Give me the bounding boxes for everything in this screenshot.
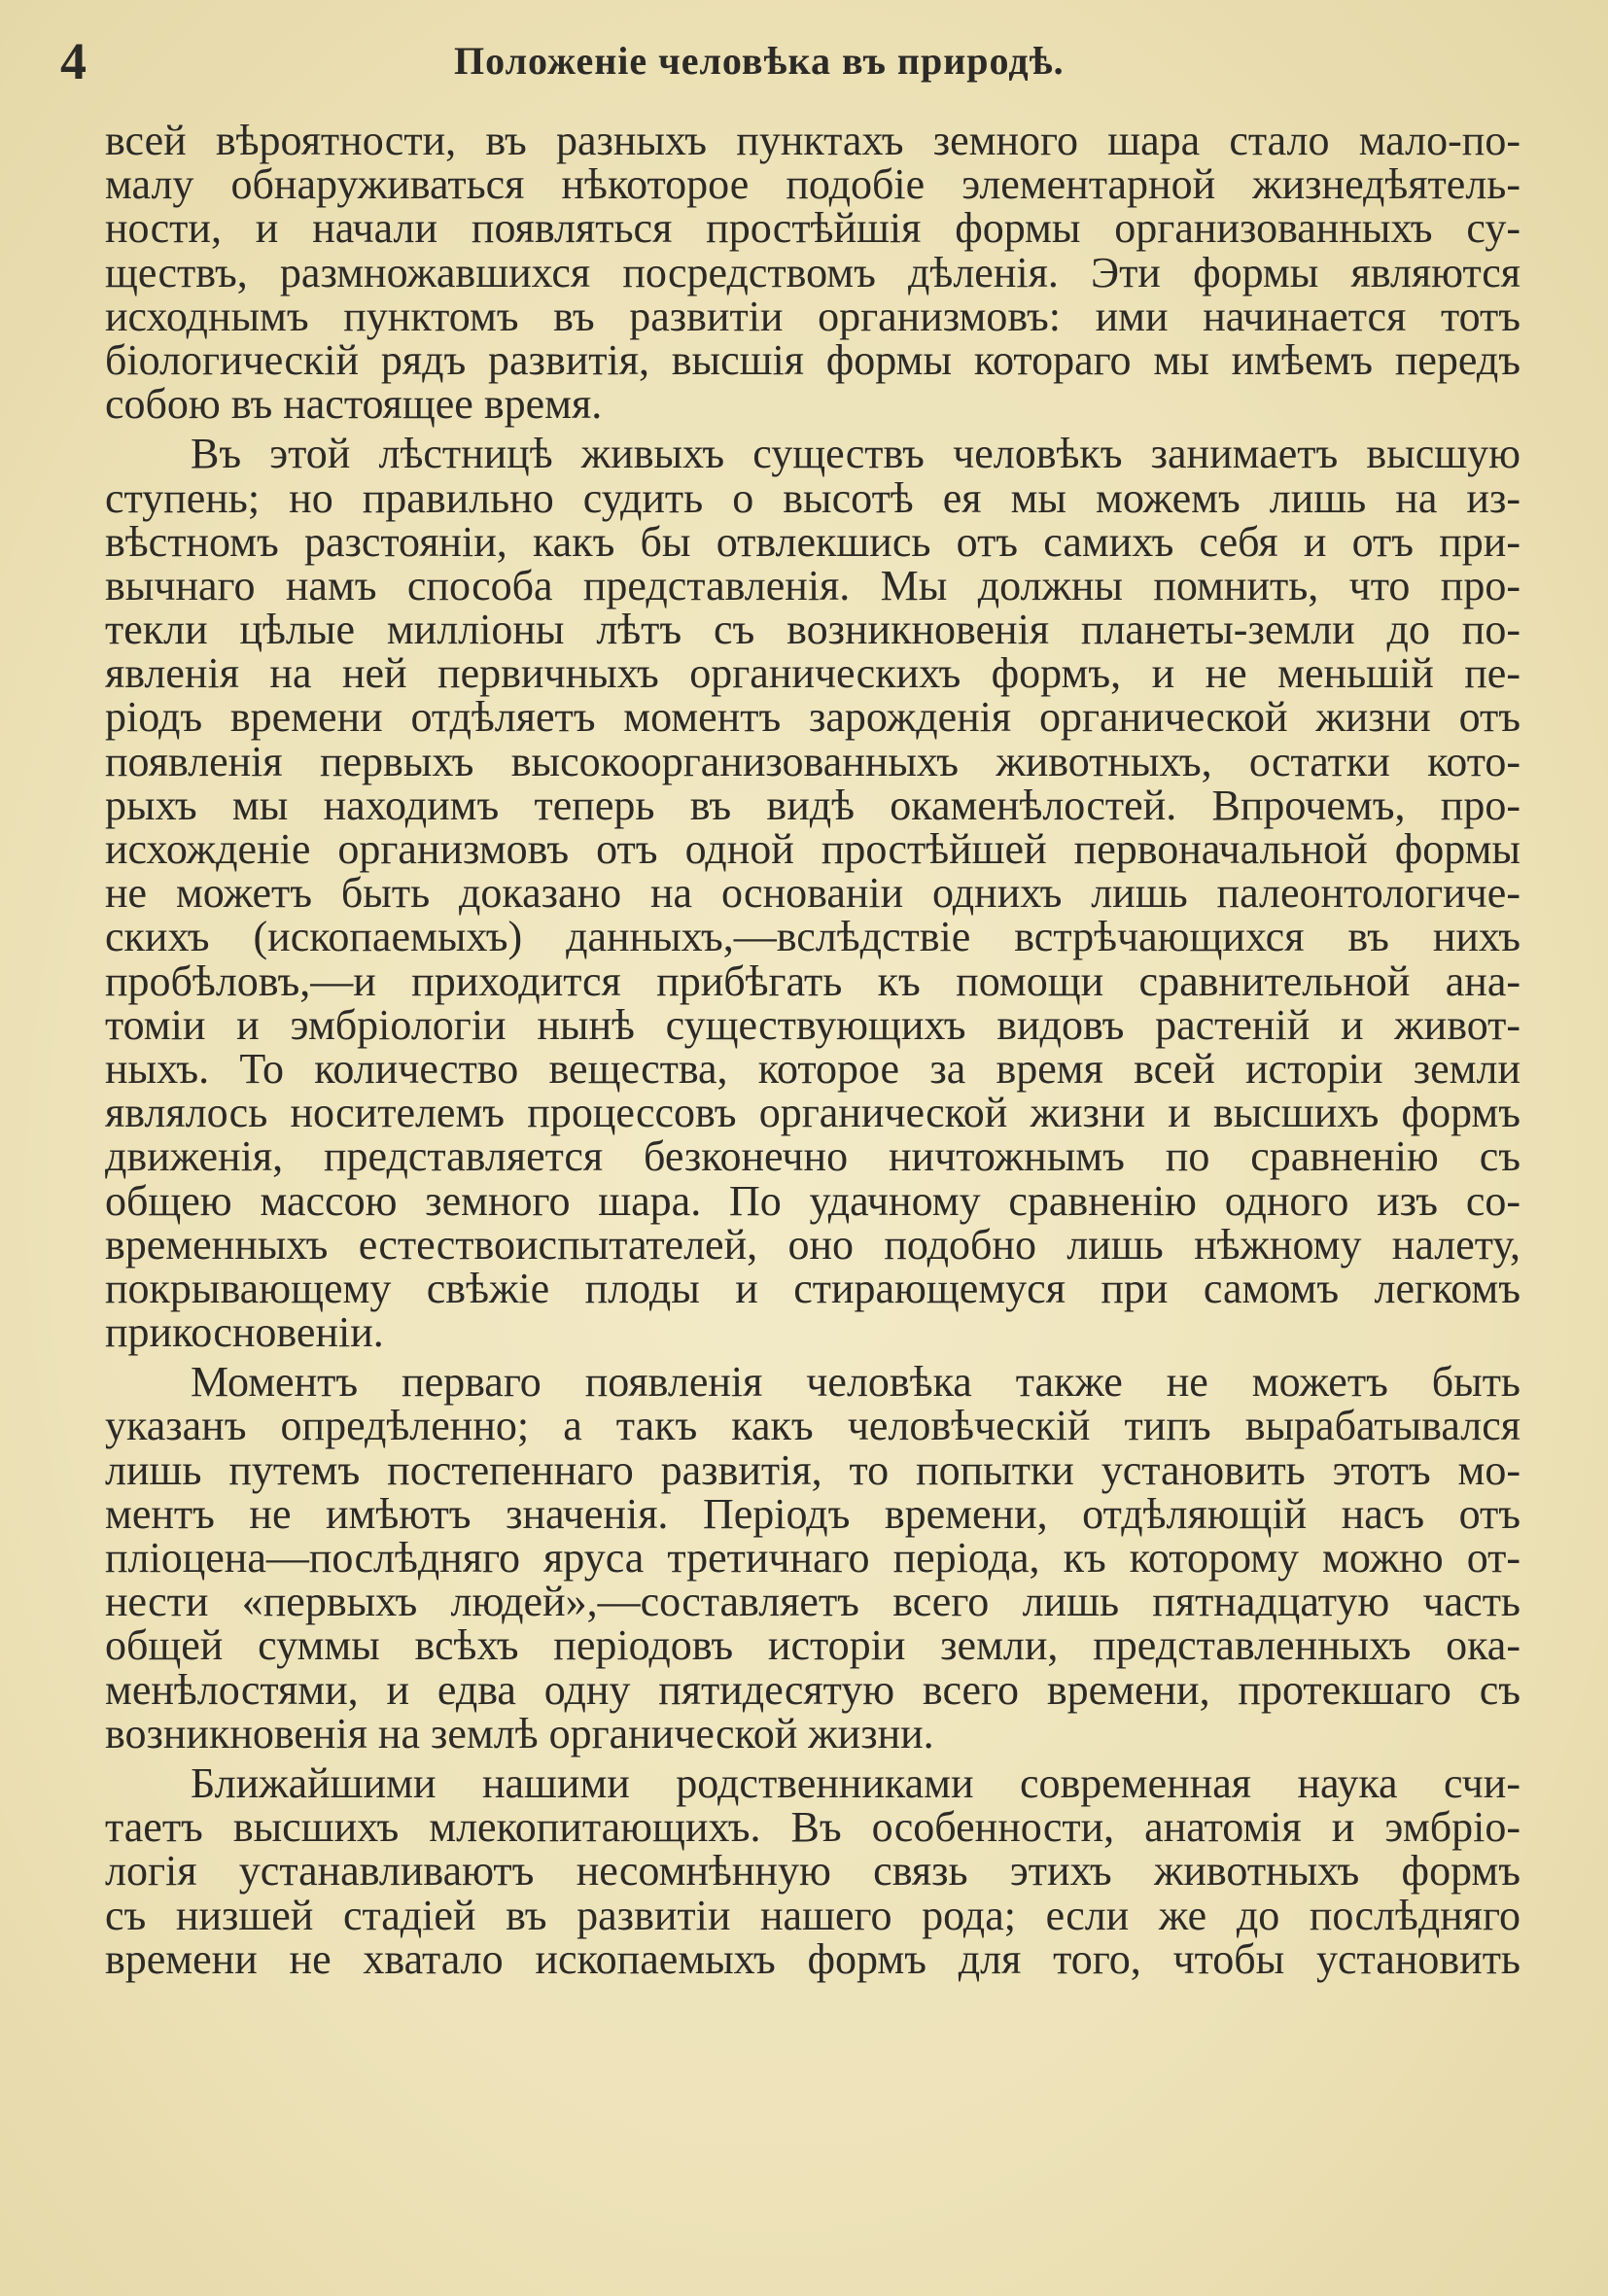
text-line: общею массою земного шара. По удачному сравненію одного изъ со-: [105, 1176, 1521, 1225]
text-line: пліоцена—послѣдняго яруса третичнаго періода, къ которому можно от-: [105, 1534, 1521, 1582]
text-line: текли цѣлые милліоны лѣтъ съ возникновенія планеты-земли до по-: [105, 606, 1521, 654]
text-line: пробѣловъ,—и приходится прибѣгать къ помощи сравнительной ана-: [105, 957, 1521, 1005]
text-line: ществъ, размножавшихся посредствомъ дѣленія. Эти формы являются: [105, 248, 1521, 296]
text-line: указанъ опредѣленно; а такъ какъ человѣческій типъ вырабатывался: [105, 1402, 1521, 1450]
text-line: собою въ настоящее время.: [105, 380, 603, 429]
text-line: ности, и начали появляться простѣйшія формы организованныхъ су-: [105, 204, 1521, 253]
text-line: явленія на ней первичныхъ органическихъ формъ, и не меньшій пе-: [105, 649, 1521, 698]
text-line: временныхъ естествоиспытателей, оно подобно лишь нѣжному налету,: [105, 1220, 1521, 1269]
text-line: Ближайшими нашими родственниками современная наука счи-: [191, 1758, 1521, 1807]
paragraph: [105, 430, 1521, 1357]
page-number: 4: [60, 32, 87, 90]
text-line: движенія, представляется безконечно ничтожнымъ по сравненію съ: [105, 1132, 1521, 1181]
text-line: менѣлостями, и едва одну пятидесятую всего времени, протекшаго съ: [105, 1665, 1521, 1714]
text-line: томіи и эмбріологіи нынѣ существующихъ видовъ растеній и живот-: [105, 1000, 1521, 1049]
text-line: ныхъ. То количество вещества, которое за время всей исторіи земли: [105, 1044, 1521, 1093]
text-line: скихъ (ископаемыхъ) данныхъ,—вслѣдствіе встрѣчающихся въ нихъ: [105, 913, 1521, 961]
text-line: ріодъ времени отдѣляетъ моментъ зарожденія органической жизни отъ: [105, 693, 1521, 742]
text-line: прикосновеніи.: [105, 1308, 384, 1357]
text-line: исхожденіе организмовъ отъ одной простѣйшей первоначальной формы: [105, 825, 1521, 873]
text-line: рыхъ мы находимъ теперь въ видѣ окаменѣлостей. Впрочемъ, про-: [105, 781, 1521, 829]
text-line: нести «первыхъ людей»,—составляетъ всего лишь пятнадцатую часть: [105, 1578, 1521, 1626]
paragraph: [105, 117, 1521, 429]
text-line: малу обнаруживаться нѣкоторое подобіе элементарной жизнедѣятель-: [105, 160, 1521, 209]
text-line: вѣстномъ разстояніи, какъ бы отвлекшись отъ самихъ себя и отъ при-: [105, 517, 1521, 566]
text-line: возникновенія на землѣ органической жизни.: [105, 1709, 934, 1757]
text-line: Въ этой лѣстницѣ живыхъ существъ человѣкъ занимаетъ высшую: [191, 430, 1521, 478]
text-line: лишь путемъ постепеннаго развитія, то попытки установить этотъ мо-: [105, 1445, 1521, 1494]
text-line: Моментъ перваго появленія человѣка также не можетъ быть: [191, 1358, 1521, 1407]
text-line: являлось носителемъ процессовъ органической жизни и высшихъ формъ: [105, 1089, 1521, 1137]
body-text: [105, 119, 1521, 1981]
paragraph: [105, 1758, 1521, 1983]
text-line: съ низшей стадіей въ развитіи нашего рода; если же до послѣдняго: [105, 1891, 1521, 1939]
text-line: появленія первыхъ высокоорганизованныхъ животныхъ, остатки кото-: [105, 737, 1521, 785]
text-line: не можетъ быть доказано на основаніи однихъ лишь палеонтологиче-: [105, 869, 1521, 918]
running-head: Положеніе человѣка въ природѣ.: [454, 39, 1065, 83]
text-line: таетъ высшихъ млекопитающихъ. Въ особенности, анатомія и эмбріо-: [105, 1803, 1521, 1852]
text-line: всей вѣроятности, въ разныхъ пунктахъ земного шара стало мало-по-: [105, 117, 1521, 164]
text-line: вычнаго намъ способа представленія. Мы должны помнить, что про-: [105, 561, 1521, 609]
text-line: исходнымъ пунктомъ въ развитіи организмовъ: ими начинается тотъ: [105, 292, 1521, 340]
text-line: ментъ не имѣютъ значенія. Періодъ времени, отдѣляющій насъ отъ: [105, 1489, 1521, 1538]
page-header: [60, 27, 1519, 95]
text-line: логія устанавливаютъ несомнѣнную связь этихъ животныхъ формъ: [105, 1847, 1521, 1896]
text-line: покрывающему свѣжіе плоды и стирающемуся при самомъ легкомъ: [105, 1264, 1521, 1312]
paragraph: [105, 1360, 1521, 1756]
text-line: біологическій рядъ развитія, высшія формы котораго мы имѣемъ передъ: [105, 335, 1521, 384]
text-line: времени не хватало ископаемыхъ формъ для того, чтобы установить: [105, 1934, 1521, 1983]
text-line: общей суммы всѣхъ періодовъ исторіи земли, представленныхъ ока-: [105, 1621, 1521, 1670]
text-line: ступень; но правильно судить о высотѣ ея мы можемъ лишь на из-: [105, 473, 1521, 522]
